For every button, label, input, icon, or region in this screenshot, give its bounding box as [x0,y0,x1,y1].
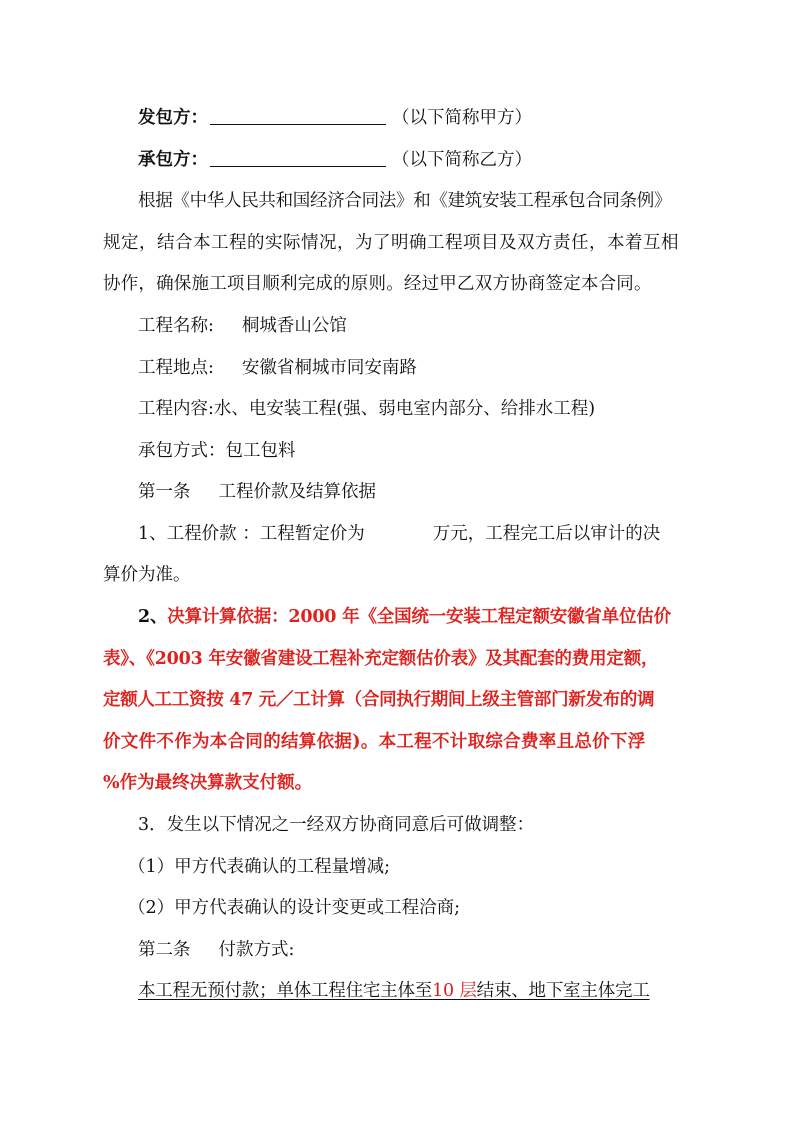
party-a-label: 发包方： [138,108,208,128]
payment-text-b: 结束、地下室主体完工 [476,981,650,1001]
payment-floor-highlight: 10 层 [432,981,477,1001]
item-2-line-2: 表》、《2003 年安徽省建设工程补充定额估价表》及其配套的费用定额， [103,649,659,669]
party-b-note: （以下简称乙方） [392,150,532,170]
item-2-line-1 [0,602,794,632]
item-2-line-3: 定额人工工资按 47 元／工计算（合同执行期间上级主管部门新发布的调 [103,690,655,710]
payment-terms-line [0,976,794,1006]
project-site-label: 工程地点: [138,358,214,378]
article-2-title: 付款方式: [218,940,295,960]
preamble-line-2: 规定，结合本工程的实际情况，为了明确工程项目及双方责任，本着互相 [103,233,679,253]
item-2-line-5: %作为最终决算款支付额。 [103,773,313,793]
article-1-heading [0,477,794,507]
party-a-blank [210,106,386,125]
project-name-row [0,311,794,341]
party-a-note: （以下简称甲方） [392,108,532,128]
article-1-title: 工程价款及结算依据 [218,482,376,502]
item-3-sub-1: （1）甲方代表确认的工程量增减; [128,857,391,877]
preamble-line-1: 根据《中华人民共和国经济合同法》和《建筑安装工程承包合同条例》 [138,191,672,211]
item-3: 3．发生以下情况之一经双方协商同意后可做调整： [138,815,535,835]
project-site-value: 安徽省桐城市同安南路 [241,358,417,378]
party-b-blank [210,148,386,167]
party-b-row [0,145,794,175]
item-3-sub-2: （2）甲方代表确认的设计变更或工程洽商; [128,898,461,918]
project-site-row [0,353,794,383]
party-a-row [0,103,794,133]
item-1-text-a: 1、工程价款 ：工程暂定价为 [138,524,365,544]
article-2-heading [0,935,794,965]
payment-text-a: 本工程无预付款；单体工程住宅主体至 [138,981,433,1001]
item-2-number: 2、 [138,607,168,627]
item-1-line-2: 算价为准。 [103,565,191,585]
article-2-number: 第二条 [138,940,191,960]
project-name-value: 桐城香山公馆 [241,316,347,336]
preamble-line-3: 协作，确保施工项目顺利完成的原则。经过甲乙双方协商签定本合同。 [103,274,652,294]
article-1-number: 第一条 [138,482,191,502]
party-b-label: 承包方： [138,150,208,170]
item-2-line-4: 价文件不作为本合同的结算依据)。本工程不计取综合费率且总价下浮 [103,732,646,752]
item-1-row [0,519,794,549]
item-2-text-1: 决算计算依据：2000 年《全国统一安装工程定额安徽省单位估价 [167,607,671,627]
item-1-text-b: 万元，工程完工后以审计的决 [432,524,661,544]
project-name-label: 工程名称: [138,316,214,336]
project-content: 工程内容:水、电安装工程(强、弱电室内部分、给排水工程) [138,399,596,419]
contract-mode: 承包方式：包工包料 [138,441,296,461]
